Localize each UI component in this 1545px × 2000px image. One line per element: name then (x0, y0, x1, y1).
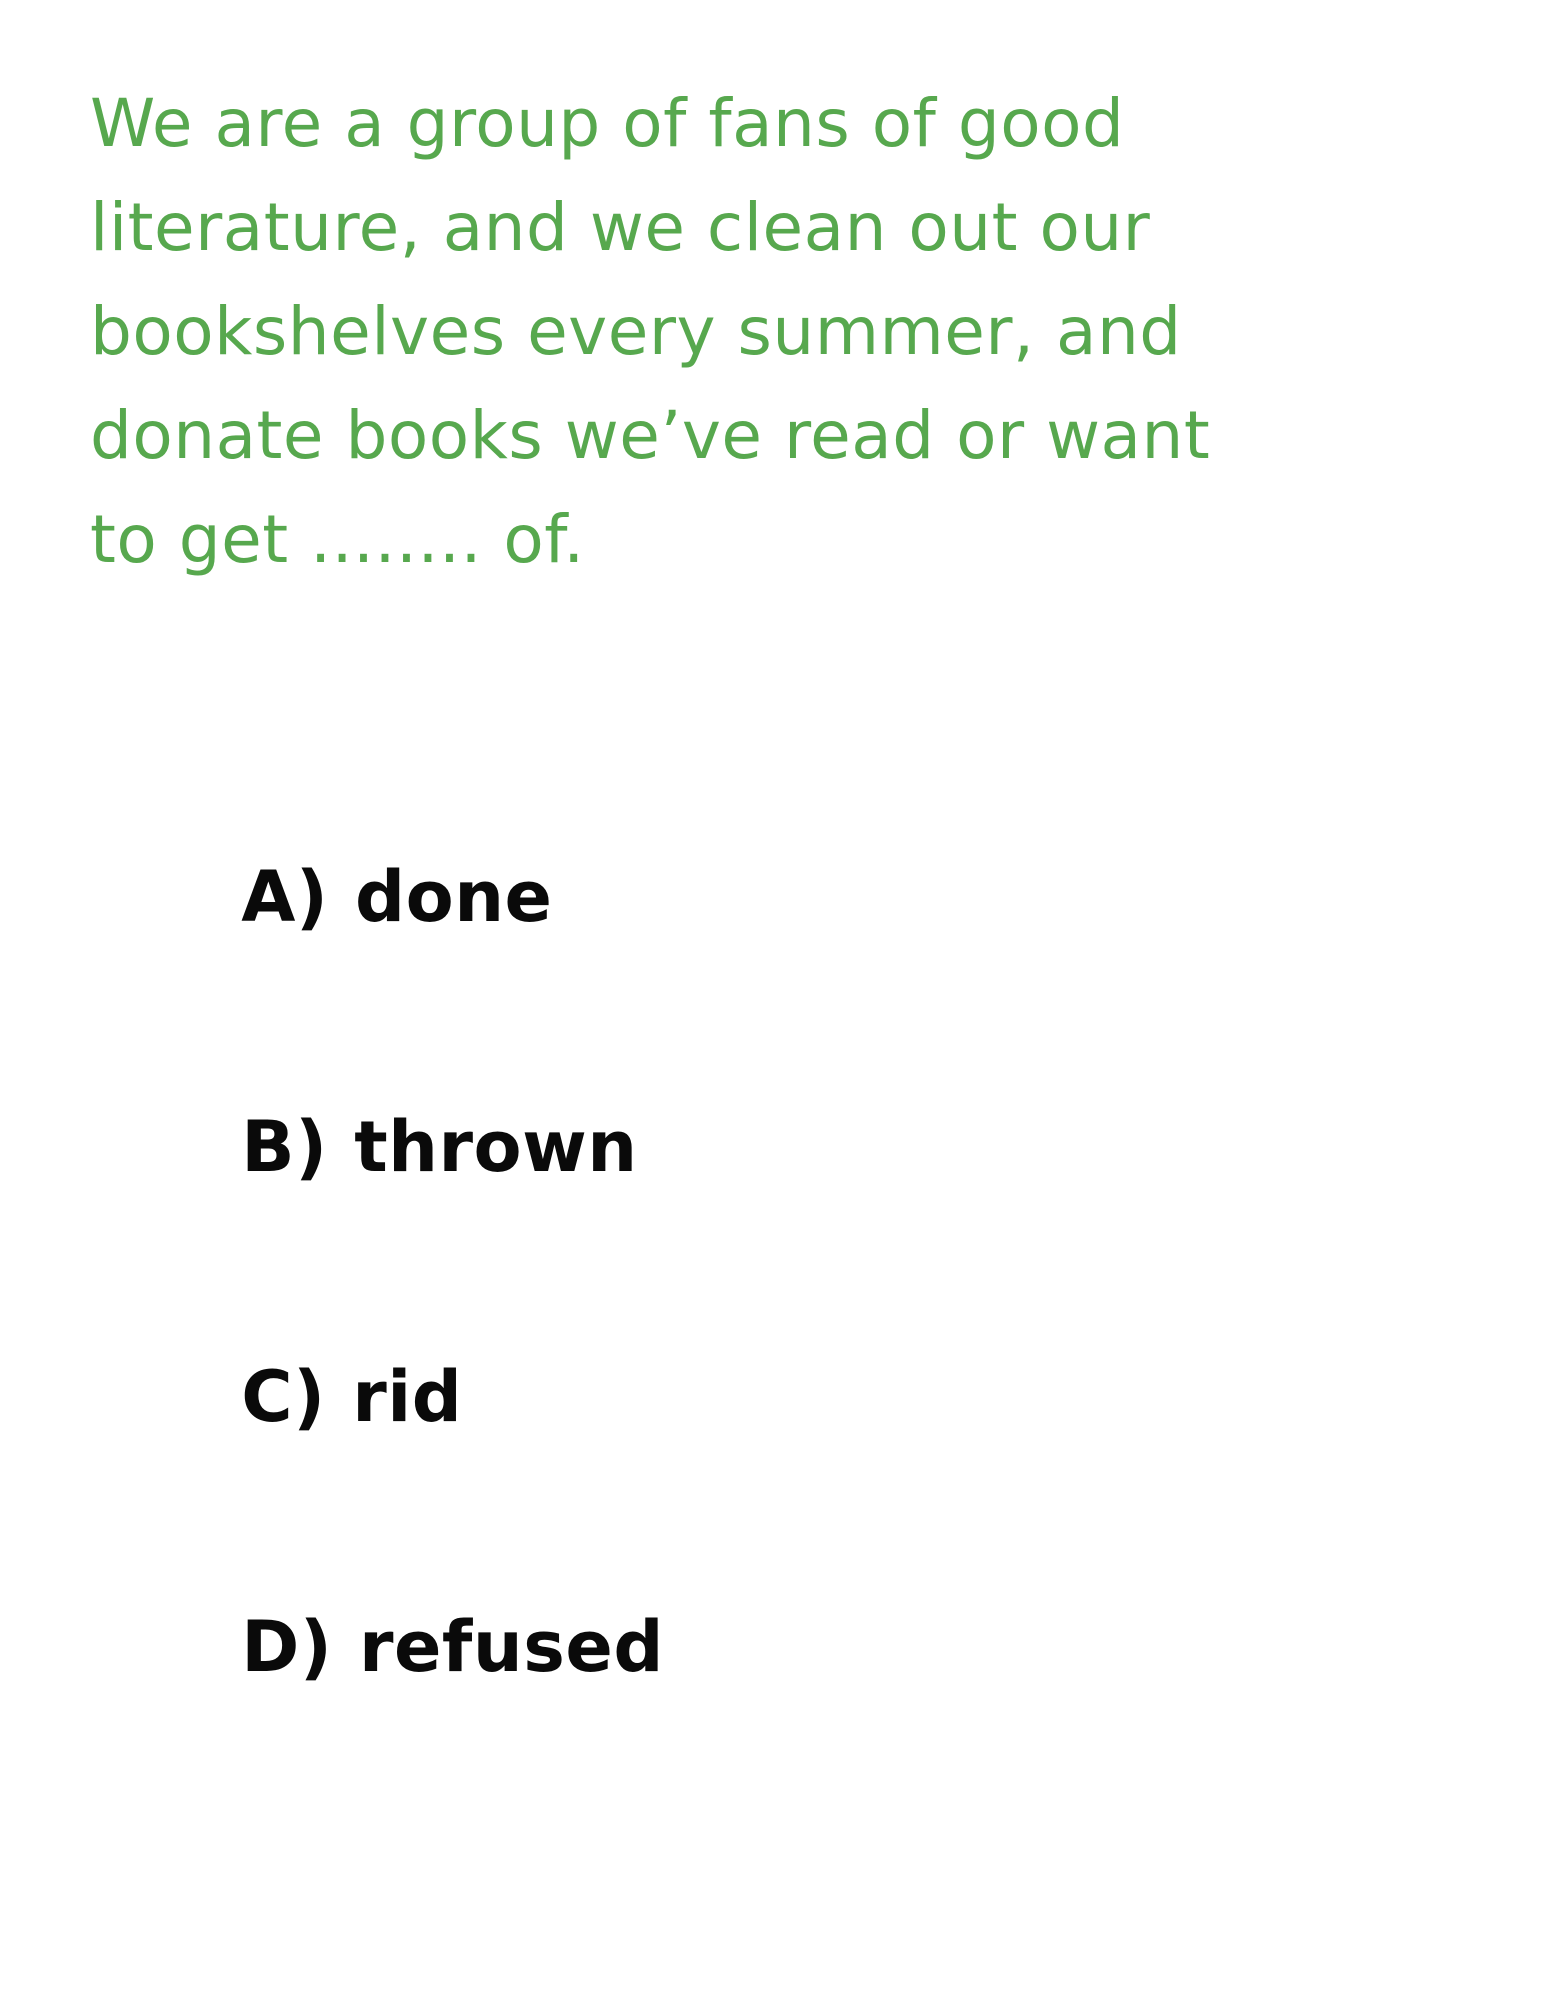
option-d[interactable] (92, 1512, 664, 1782)
question-line-4: donate books we’ve read or want (90, 397, 1211, 474)
option-c-letter: C) (241, 1356, 326, 1438)
option-b-letter: B) (241, 1106, 328, 1188)
option-c-text: rid (352, 1356, 463, 1438)
option-a-letter: A) (241, 856, 329, 938)
question-line-5: to get ........ of. (90, 501, 585, 578)
option-b[interactable] (92, 1012, 638, 1282)
option-a-text: done (355, 856, 553, 938)
option-d-text: refused (358, 1606, 664, 1688)
option-c[interactable] (92, 1262, 462, 1532)
option-d-letter: D) (241, 1606, 333, 1688)
question-line-2: literature, and we clean out our (90, 189, 1151, 266)
question-line-3: bookshelves every summer, and (90, 293, 1182, 370)
question-text (90, 72, 1210, 592)
option-a[interactable] (92, 762, 553, 1032)
question-line-1: We are a group of fans of good (90, 85, 1125, 162)
option-b-text: thrown (354, 1106, 638, 1188)
